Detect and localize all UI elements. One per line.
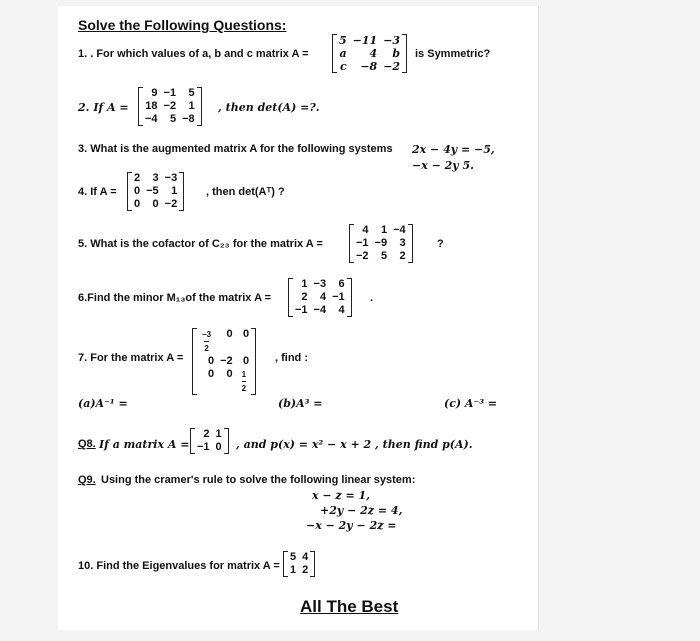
matrix-cell: 1 bbox=[188, 100, 195, 112]
matrix-cell: 9 bbox=[151, 87, 158, 99]
q7-suffix: , find : bbox=[275, 352, 308, 364]
q7-part-a: (a)A⁻¹ = bbox=[78, 397, 128, 410]
q7-cell: 0 bbox=[226, 328, 233, 340]
matrix-cell: 3 bbox=[399, 237, 406, 249]
matrix-cell: 4 bbox=[369, 47, 378, 60]
matrix-cell: −1 bbox=[197, 441, 210, 453]
q3-equation-1: 2x − 4y = −5, bbox=[412, 143, 495, 156]
matrix-cell: 4 bbox=[302, 551, 309, 563]
matrix-cell: 1 bbox=[215, 428, 222, 440]
q3-text: 3. What is the augmented matrix A for the following systems bbox=[78, 143, 393, 155]
q9-label: Q9. bbox=[78, 474, 96, 486]
matrix-cell: −5 bbox=[146, 185, 159, 197]
matrix-cell: 5 bbox=[380, 250, 388, 262]
q7-cell: −2 bbox=[220, 355, 233, 367]
q4-matrix bbox=[127, 172, 184, 211]
matrix-cell: −8 bbox=[182, 113, 195, 125]
matrix-cell: 0 bbox=[134, 185, 141, 197]
q1-suffix: is Symmetric? bbox=[415, 48, 491, 60]
q2-prefix: 2. If A = bbox=[78, 101, 129, 114]
q7-part-c: (c) A⁻³ = bbox=[444, 397, 498, 410]
q7-prefix: 7. For the matrix A = bbox=[78, 352, 184, 364]
matrix-cell: 4 bbox=[319, 291, 327, 303]
q2-suffix: , then det(A) =?. bbox=[218, 101, 320, 114]
matrix-cell: 6 bbox=[338, 278, 345, 290]
q7-matrix bbox=[192, 328, 256, 395]
matrix-cell: −11 bbox=[352, 34, 378, 47]
q9-equation-1: x − z = 1, bbox=[312, 489, 371, 502]
matrix-cell: −4 bbox=[393, 224, 406, 236]
matrix-cell: 2 bbox=[301, 291, 308, 303]
matrix-cell: −3 bbox=[313, 278, 327, 290]
matrix-cell: −1 bbox=[332, 291, 345, 303]
matrix-cell: 5 bbox=[188, 87, 195, 99]
q7-cell: 0 bbox=[208, 368, 215, 380]
matrix-cell: 0 bbox=[134, 198, 141, 210]
q2-matrix bbox=[138, 87, 202, 126]
matrix-cell: 2 bbox=[203, 428, 210, 440]
matrix-cell: −1 bbox=[163, 87, 177, 99]
q6-matrix bbox=[288, 278, 352, 317]
q4-prefix: 4. If A = bbox=[78, 186, 117, 198]
q6-text: 6.Find the minor M₁₃of the matrix A = bbox=[78, 292, 272, 304]
matrix-cell: −2 bbox=[164, 198, 178, 210]
q9-equation-2: +2y − 2z = 4, bbox=[320, 504, 403, 517]
q7-cell: $\frac{1}{2}$ bbox=[241, 370, 247, 393]
matrix-cell: −2 bbox=[163, 100, 177, 112]
matrix-cell: c bbox=[339, 60, 347, 73]
matrix-cell: 1 bbox=[380, 224, 388, 236]
matrix-cell: a bbox=[339, 47, 347, 60]
matrix-cell: 1 bbox=[290, 564, 297, 576]
matrix-cell: −2 bbox=[356, 250, 369, 262]
matrix-cell: 0 bbox=[215, 441, 222, 453]
matrix-cell: −1 bbox=[356, 237, 369, 249]
matrix-cell: −4 bbox=[145, 113, 158, 125]
q9-equation-3: −x − 2y − 2z = bbox=[306, 519, 397, 532]
q10-text: 10. Find the Eigenvalues for matrix A = bbox=[78, 560, 280, 572]
q7-cell: 0 bbox=[208, 355, 215, 367]
q8-matrix bbox=[190, 428, 229, 454]
q5-text: 5. What is the cofactor of C₂₃ for the matrix A = bbox=[78, 238, 323, 250]
matrix-cell: b bbox=[392, 47, 401, 60]
matrix-cell: 5 bbox=[339, 34, 347, 47]
matrix-cell: 18 bbox=[145, 100, 158, 112]
q5-suffix: ? bbox=[437, 238, 444, 250]
footer-message: All The Best bbox=[300, 597, 399, 616]
matrix-cell: 2 bbox=[134, 172, 141, 184]
worksheet-title: Solve the Following Questions: bbox=[78, 17, 287, 33]
matrix-cell: −8 bbox=[360, 60, 378, 73]
matrix-cell: −3 bbox=[383, 34, 401, 47]
q7-cell: $\frac{-3}{2}$ bbox=[202, 330, 212, 353]
q1-text: 1. . For which values of a, b and c matrix A = bbox=[78, 48, 309, 60]
matrix-cell: 0 bbox=[152, 198, 159, 210]
q7-cell: 0 bbox=[226, 368, 233, 380]
q7-part-b: (b)A³ = bbox=[278, 397, 323, 410]
matrix-cell: 5 bbox=[169, 113, 177, 125]
q3-equation-2: −x − 2y 5. bbox=[412, 159, 475, 172]
worksheet-page bbox=[58, 6, 539, 630]
matrix-cell: −1 bbox=[295, 304, 308, 316]
q7-cell: 0 bbox=[243, 355, 250, 367]
matrix-cell: −3 bbox=[164, 172, 178, 184]
q8-prefix: If a matrix A = bbox=[99, 438, 190, 451]
q8-suffix: , and p(x) = x² − x + 2 , then find p(A). bbox=[236, 438, 473, 451]
matrix-cell: −9 bbox=[374, 237, 388, 249]
matrix-cell: 4 bbox=[338, 304, 345, 316]
matrix-cell: 4 bbox=[362, 224, 369, 236]
q7-cell: 0 bbox=[243, 328, 250, 340]
q8-label: Q8. bbox=[78, 438, 96, 450]
matrix-cell: 1 bbox=[301, 278, 308, 290]
q4-suffix: , then det(Aᵀ) ? bbox=[206, 186, 285, 198]
matrix-cell: 2 bbox=[399, 250, 406, 262]
q1-matrix bbox=[332, 34, 407, 73]
matrix-cell: 2 bbox=[302, 564, 309, 576]
matrix-cell: −2 bbox=[383, 60, 401, 73]
matrix-cell: −4 bbox=[313, 304, 327, 316]
q5-matrix bbox=[349, 224, 413, 263]
q9-text: Using the cramer's rule to solve the following linear system: bbox=[101, 474, 416, 486]
matrix-cell: 3 bbox=[152, 172, 159, 184]
matrix-cell: 5 bbox=[290, 551, 297, 563]
q6-suffix: . bbox=[370, 292, 374, 304]
q10-matrix bbox=[283, 551, 315, 577]
matrix-cell: 1 bbox=[171, 185, 178, 197]
